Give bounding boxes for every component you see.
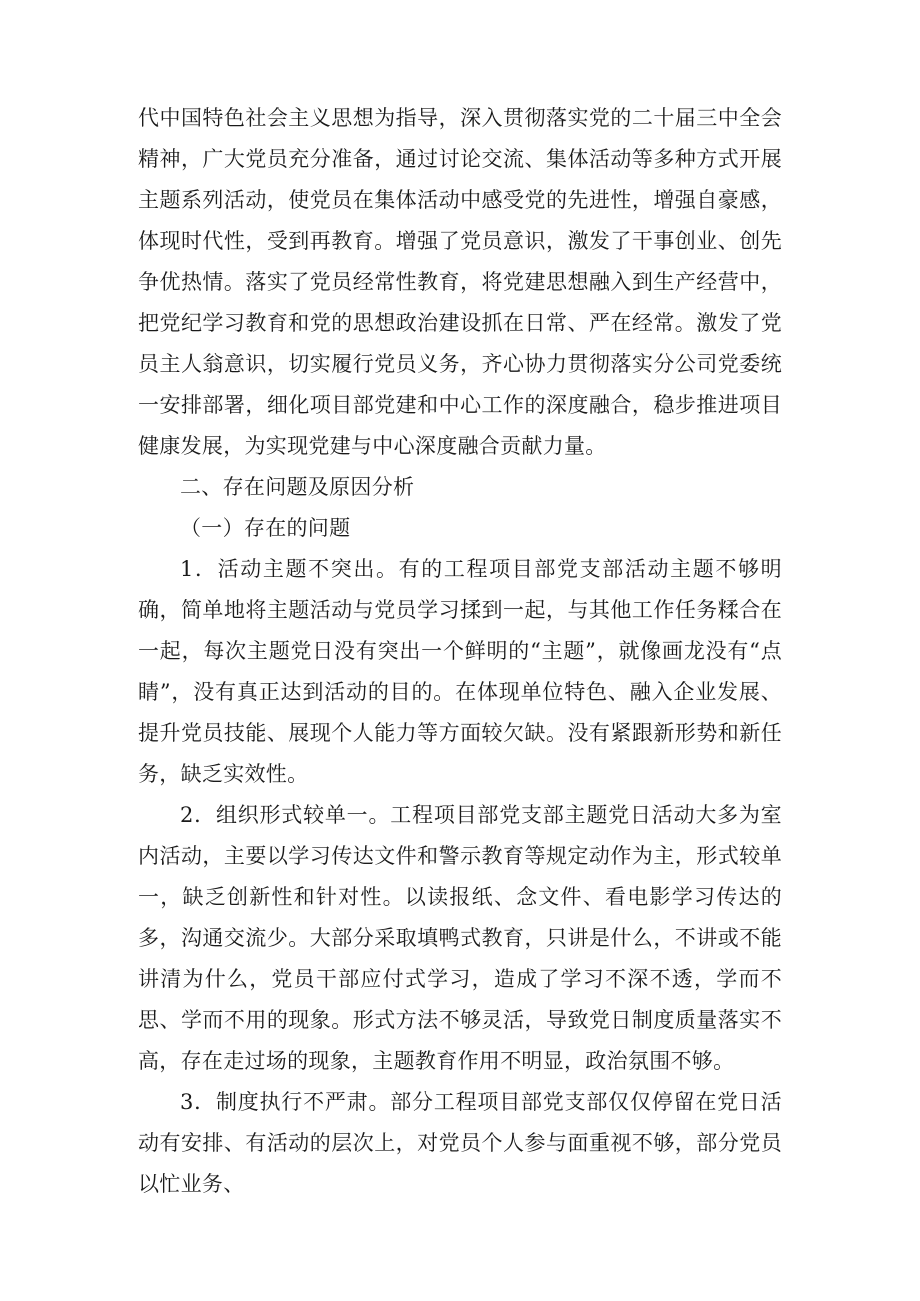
problem-item-title: 1．活动主题不突出。 — [180, 557, 399, 581]
problem-item-2 — [138, 795, 782, 1082]
problem-item-1 — [138, 549, 782, 795]
problem-item-title: 2．组织形式较单一。 — [180, 803, 391, 827]
problem-item-text: 工程项目部党支部主题党日活动大多为室内活动，主要以学习传达文件和警示教育等规定动作为主，形式较单一，缺乏创新性和针对性。以读报纸、念文件、看电影学习传达的多，沟通交流少。大部分采取填鸭式教育，只讲是什么，不讲或不能讲清为什么，党员干部应付式学习，造成了学习不深不透，学而不思、学而不用的现象。形式方法不够灵活，导致党日制度质量落实不高，存在走过场的现象，主题教育作用不明显，政治氛围不够。 — [138, 803, 782, 1073]
section-heading: 二、存在问题及原因分析 — [180, 475, 415, 499]
problem-item-title: 3．制度执行不严肃。 — [180, 1090, 391, 1114]
problem-item-3 — [138, 1082, 782, 1205]
subsection-heading: （一）存在的问题 — [180, 516, 351, 540]
intro-paragraph: 代中国特色社会主义思想为指导，深入贯彻落实党的二十届三中全会精神，广大党员充分准备，通过讨论交流、集体活动等多种方式开展主题系列活动，使党员在集体活动中感受党的先进性，增强自豪感，体现时代性，受到再教育。增强了党员意识，激发了干事创业、创先争优热情。落实了党员经常性教育，将党建思想融入到生产经营中，把党纪学习教育和党的思想政治建设抓在日常、严在经常。激发了党员主人翁意识，切实履行党员义务，齐心协力贯彻落实分公司党委统一安排部署，细化项目部党建和中心工作的深度融合，稳步推进项目健康发展，为实现党建与中心深度融合贡献力量。 — [138, 106, 782, 458]
document-body — [138, 98, 782, 1205]
problem-item-text: 有的工程项目部党支部活动主题不够明确，简单地将主题活动与党员学习揉到一起，与其他工作任务糅合在一起，每次主题党日没有突出一个鲜明的“主题”，就像画龙没有“点睛”，没有真正达到活动的目的。在体现单位特色、融入企业发展、提升党员技能、展现个人能力等方面较欠缺。没有紧跟新形势和新任务，缺乏实效性。 — [138, 557, 782, 786]
problem-item-text: 部分工程项目部党支部仅仅停留在党日活动有安排、有活动的层次上，对党员个人参与面重视不够，部分党员以忙业务、 — [138, 1090, 782, 1196]
